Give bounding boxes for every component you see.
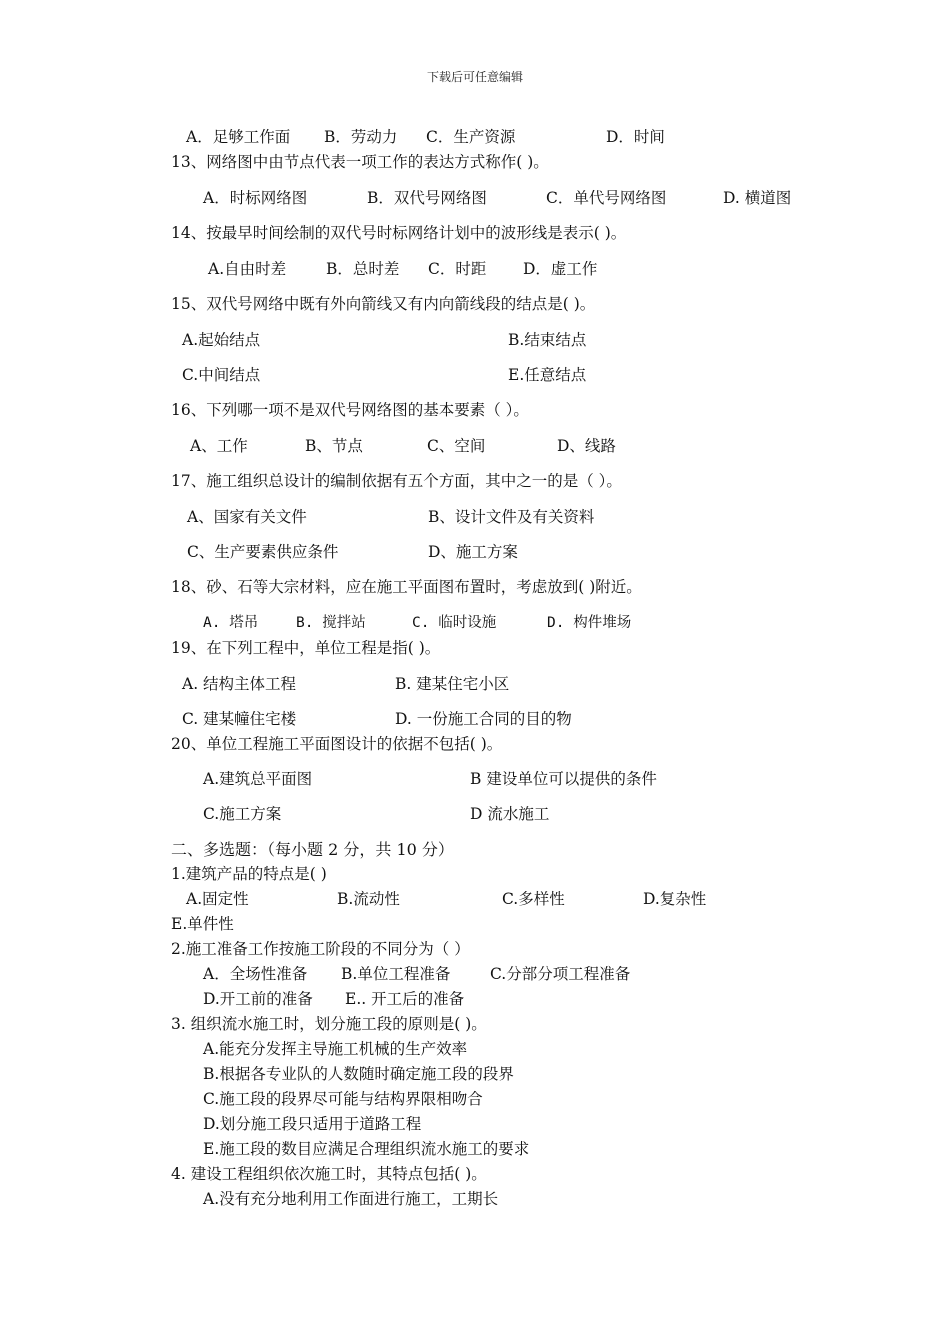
- q18-option-d: D. 构件堆场: [547, 615, 632, 631]
- q18-option-a: A. 塔吊: [203, 615, 259, 631]
- m4-option-a: A.没有充分地利用工作面进行施工，工期长: [203, 1190, 499, 1208]
- q15-option-b: B.结束结点: [508, 331, 587, 349]
- m1-option-c: C.多样性: [502, 890, 565, 908]
- m3-option-e: E.施工段的数目应满足合理组织流水施工的要求: [203, 1140, 530, 1158]
- q12-option-c: C．生产资源: [426, 128, 516, 146]
- question-15-stem: 15、双代号网络中既有外向箭线又有内向箭线段的结点是( )。: [171, 295, 596, 313]
- multi-2-stem: 2.施工准备工作按施工阶段的不同分为（ ）: [171, 940, 470, 958]
- q13-option-b: B．双代号网络图: [367, 189, 487, 207]
- q16-option-d: D、线路: [557, 437, 616, 455]
- m3-option-c: C.施工段的段界尽可能与结构界限相吻合: [203, 1090, 483, 1108]
- question-17-stem: 17、施工组织总设计的编制依据有五个方面，其中之一的是（ ）。: [171, 472, 622, 490]
- m3-option-a: A.能充分发挥主导施工机械的生产效率: [203, 1040, 468, 1058]
- question-16-stem: 16、下列哪一项不是双代号网络图的基本要素（ ）。: [171, 401, 529, 419]
- q17-option-b: B、设计文件及有关资料: [428, 508, 595, 526]
- m1-option-e: E.单件性: [171, 915, 234, 933]
- question-20-stem: 20、单位工程施工平面图设计的依据不包括( )。: [171, 735, 503, 753]
- m3-option-b: B.根据各专业队的人数随时确定施工段的段界: [203, 1065, 514, 1083]
- q16-option-b: B、节点: [305, 437, 363, 455]
- m2-option-b: B.单位工程准备: [341, 965, 451, 983]
- question-19-stem: 19、在下列工程中，单位工程是指( )。: [171, 639, 441, 657]
- question-13-stem: 13、网络图中由节点代表一项工作的表达方式称作( )。: [171, 153, 549, 171]
- q17-option-d: D、施工方案: [428, 543, 518, 561]
- question-18-stem: 18、砂、石等大宗材料，应在施工平面图布置时，考虑放到( )附近。: [171, 578, 642, 596]
- q20-option-a: A.建筑总平面图: [203, 770, 313, 788]
- m1-option-a: A.固定性: [186, 890, 249, 908]
- multi-1-stem: 1.建筑产品的特点是( ): [171, 865, 327, 883]
- question-14-stem: 14、按最早时间绘制的双代号时标网络计划中的波形线是表示( )。: [171, 224, 627, 242]
- q15-option-e: E.任意结点: [508, 366, 587, 384]
- q20-option-b: B 建设单位可以提供的条件: [470, 770, 657, 788]
- q16-option-a: A、工作: [190, 437, 248, 455]
- q16-option-c: C、空间: [427, 437, 486, 455]
- q14-option-c: C．时距: [428, 260, 487, 278]
- q19-option-b: B. 建某住宅小区: [395, 675, 510, 693]
- m1-option-d: D.复杂性: [643, 890, 707, 908]
- page-header: 下载后可任意编辑: [426, 70, 523, 84]
- multi-3-stem: 3. 组织流水施工时，划分施工段的原则是( )。: [171, 1015, 487, 1033]
- q12-option-a: A．足够工作面: [186, 128, 291, 146]
- multi-4-stem: 4. 建设工程组织依次施工时，其特点包括( )。: [171, 1165, 487, 1183]
- q20-option-c: C.施工方案: [203, 805, 282, 823]
- m2-option-e: E.. 开工后的准备: [345, 990, 465, 1008]
- q19-option-d: D. 一份施工合同的目的物: [395, 710, 572, 728]
- q12-option-b: B．劳动力: [324, 128, 398, 146]
- q13-option-c: C．单代号网络图: [546, 189, 667, 207]
- q17-option-a: A、国家有关文件: [187, 508, 307, 526]
- m2-option-c: C.分部分项工程准备: [490, 965, 631, 983]
- q15-option-a: A.起始结点: [182, 331, 261, 349]
- m2-option-d: D.开工前的准备: [203, 990, 313, 1008]
- q13-option-d: D. 横道图: [723, 189, 792, 207]
- q20-option-d: D 流水施工: [470, 805, 550, 823]
- m2-option-a: A．全场性准备: [203, 965, 308, 983]
- q14-option-d: D．虚工作: [523, 260, 598, 278]
- m1-option-b: B.流动性: [337, 890, 400, 908]
- q13-option-a: A．时标网络图: [203, 189, 308, 207]
- m3-option-d: D.划分施工段只适用于道路工程: [203, 1115, 422, 1133]
- q18-option-c: C. 临时设施: [412, 615, 497, 631]
- section-2-title: 二、多选题：（每小题 2 分，共 10 分）: [171, 840, 454, 859]
- q19-option-a: A. 结构主体工程: [182, 675, 297, 693]
- q18-option-b: B. 搅拌站: [296, 615, 366, 631]
- q15-option-c: C.中间结点: [182, 366, 261, 384]
- q17-option-c: C、生产要素供应条件: [187, 543, 339, 561]
- q12-option-d: D．时间: [606, 128, 665, 146]
- q14-option-a: A.自由时差: [208, 260, 287, 278]
- q19-option-c: C. 建某幢住宅楼: [182, 710, 297, 728]
- q14-option-b: B．总时差: [326, 260, 400, 278]
